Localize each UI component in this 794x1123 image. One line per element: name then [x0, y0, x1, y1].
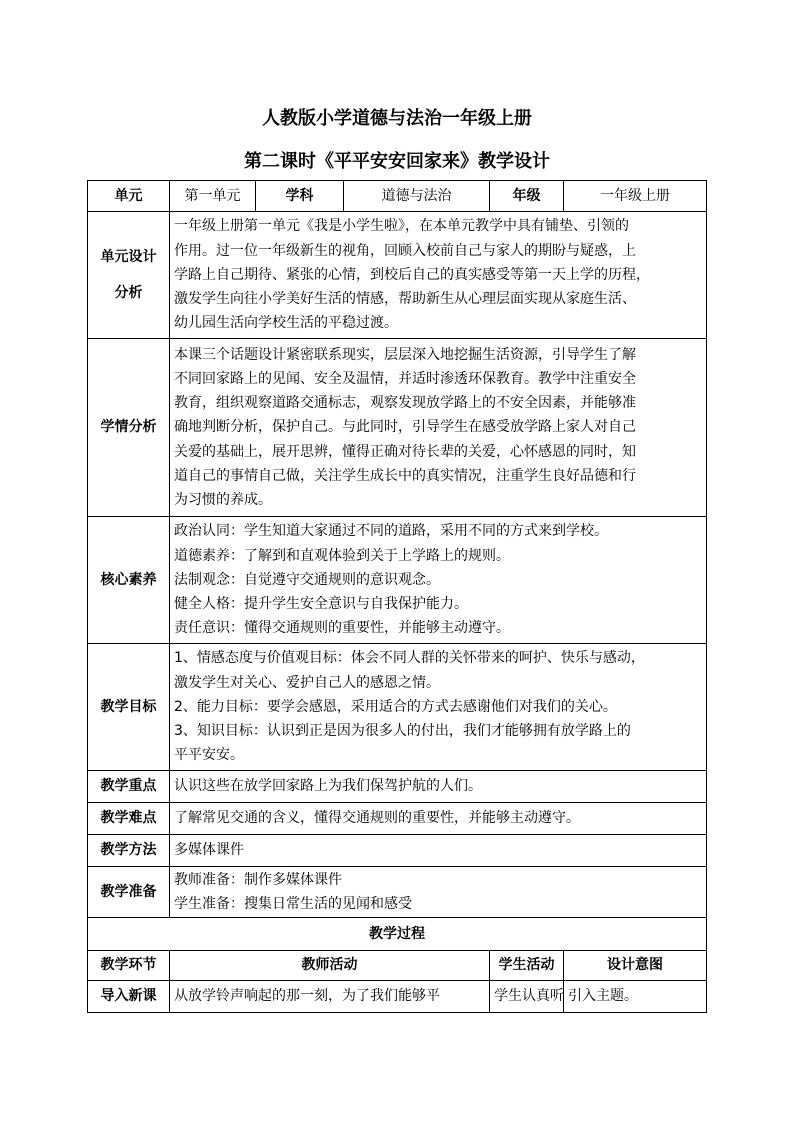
- header-student: 学生活动: [490, 951, 564, 981]
- subject-label: 学科: [256, 181, 344, 212]
- learner-analysis-text: 本课三个话题设计紧密联系现实，层层深入地挖掘生活资源，引导学生了解 不同回家路上的见闻、安全及温情，并适时渗透环保教育。教学中注重安全 教育，组织观察道路交通标志，观察发现放学路上的不安全因素，并能够准 确地判断分析，保护自己。与此同时，引导学生在感受放学路上家人对自己 关爱的基础上，展开思辨，懂得正确对待长辈的关爱，心怀感恩的同时，知 道自己的事情自己做，关注学生成长中的真实情况，注重学生良好品德和行 为习惯的养成。: [170, 339, 707, 517]
- objectives-row: [88, 644, 707, 771]
- preparation-label: 教学准备: [88, 867, 170, 918]
- unit-analysis-label: 单元设计 分析: [88, 212, 170, 339]
- process-header-row: [88, 951, 707, 981]
- preparation-text: 教师准备：制作多媒体课件 学生准备：搜集日常生活的见闻和感受: [170, 867, 707, 918]
- key-points-row: [88, 771, 707, 803]
- methods-label: 教学方法: [88, 835, 170, 867]
- objectives-label: 教学目标: [88, 644, 170, 771]
- header-stage: 教学环节: [88, 951, 170, 981]
- header-intent: 设计意图: [564, 951, 707, 981]
- unit-label: 单元: [88, 181, 170, 212]
- subject-value: 道德与法治: [344, 181, 490, 212]
- preparation-row: [88, 867, 707, 918]
- unit-analysis-text: 一年级上册第一单元《我是小学生啦》，在本单元教学中具有铺垫、引领的 作用。过一位一年级新生的视角，回顾入校前自己与家人的期盼与疑惑，上 学路上自己期待、紧张的心情，到校后自己的真实感受等第一天上学的历程， 激发学生向往小学美好生活的情感，帮助新生从心理层面实现从家庭生活、 幼儿园生活向学校生活的平稳过渡。: [170, 212, 707, 339]
- difficulties-row: [88, 803, 707, 835]
- difficulties-text: 了解常见交通的含义，懂得交通规则的重要性，并能够主动遵守。: [170, 803, 707, 835]
- core-literacy-label: 核心素养: [88, 517, 170, 644]
- process-teacher: 从放学铃声响起的那一刻，为了我们能够平: [170, 981, 490, 1013]
- document-title: 人教版小学道德与法治一年级上册: [262, 108, 532, 129]
- process-intent: 引入主题。: [564, 981, 707, 1013]
- learner-analysis-row: [88, 339, 707, 517]
- objectives-text: 1、情感态度与价值观目标：体会不同人群的关怀带来的呵护、快乐与感动， 激发学生对关心、爱护自己人的感恩之情。 2、能力目标：要学会感恩，采用适合的方式去感谢他们对我们的关心。 3、知识目标：认识到正是因为很多人的付出，我们才能够拥有放学路上的 平平安安。: [170, 644, 707, 771]
- difficulties-label: 教学难点: [88, 803, 170, 835]
- process-student: 学生认真听: [490, 981, 564, 1013]
- key-points-label: 教学重点: [88, 771, 170, 803]
- core-literacy-text: 政治认同：学生知道大家通过不同的道路，采用不同的方式来到学校。 道德素养：了解到和直观体验到关于上学路上的规则。 法制观念：自觉遵守交通规则的意识观念。 健全人格：提升学生安全意识与自我保护能力。 责任意识：懂得交通规则的重要性，并能够主动遵守。: [170, 517, 707, 644]
- methods-text: 多媒体课件: [170, 835, 707, 867]
- document-subtitle: 第二课时《平平安安回家来》教学设计: [244, 151, 550, 172]
- grade-label: 年级: [490, 181, 564, 212]
- process-title: 教学过程: [88, 918, 707, 951]
- info-row: [88, 181, 707, 212]
- process-row: [88, 981, 707, 1013]
- unit-analysis-row: [88, 212, 707, 339]
- key-points-text: 认识这些在放学回家路上为我们保驾护航的人们。: [170, 771, 707, 803]
- unit-value: 第一单元: [170, 181, 256, 212]
- process-stage: 导入新课: [88, 981, 170, 1013]
- lesson-plan-table: [87, 180, 707, 1013]
- methods-row: [88, 835, 707, 867]
- core-literacy-row: [88, 517, 707, 644]
- learner-analysis-label: 学情分析: [88, 339, 170, 517]
- grade-value: 一年级上册: [564, 181, 707, 212]
- header-teacher: 教师活动: [170, 951, 490, 981]
- process-title-row: [88, 918, 707, 951]
